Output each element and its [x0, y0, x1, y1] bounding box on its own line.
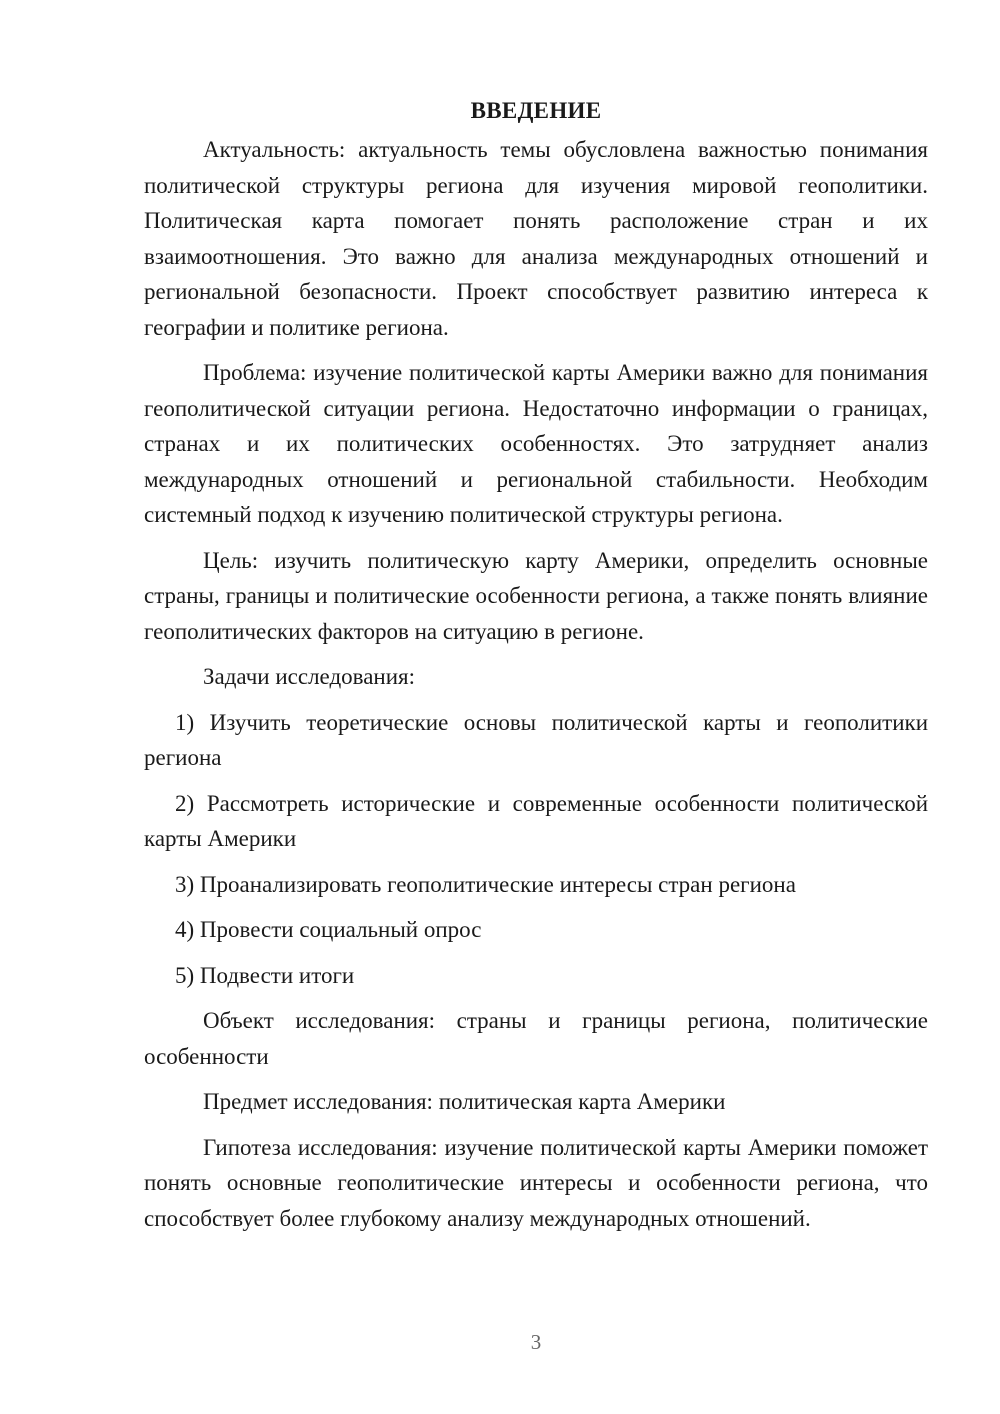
- relevance-paragraph: Актуальность: актуальность темы обусловлена важностью понимания политической структуры региона для изучения мировой геополитики. Политическая карта помогает понять расположение стран и их взаимоотношения. Это важно для анализа международных отношений и региональной безопасности. Проект способствует развитию интереса к географии и политике региона.: [144, 137, 928, 340]
- task-item-2: 2) Рассмотреть исторические и современные особенности политической карты Америки: [144, 790, 928, 851]
- object-paragraph: Объект исследования: страны и границы региона, политические особенности: [144, 1008, 928, 1069]
- tasks-heading: Задачи исследования:: [203, 664, 416, 689]
- document-page: [144, 93, 928, 1236]
- subject-paragraph: Предмет исследования: политическая карта Америки: [203, 1089, 726, 1114]
- task-item-1: 1) Изучить теоретические основы политической карты и геополитики региона: [144, 709, 928, 770]
- goal-paragraph: Цель: изучить политическую карту Америки, определить основные страны, границы и политические особенности региона, а также понять влияние геополитических факторов на ситуацию в регионе.: [144, 547, 928, 644]
- page-number: 3: [530, 1330, 542, 1354]
- task-item-5: 5) Подвести итоги: [175, 962, 355, 988]
- task-item-4: 4) Провести социальный опрос: [175, 917, 482, 942]
- task-item-3: 3) Проанализировать геополитические интересы стран региона: [175, 871, 796, 897]
- hypothesis-paragraph: Гипотеза исследования: изучение политической карты Америки поможет понять основные геополитические интересы и особенности региона, что способствует более глубокому анализу международных отношений.: [144, 1134, 928, 1231]
- page-title: ВВЕДЕНИЕ: [470, 98, 602, 123]
- problem-paragraph: Проблема: изучение политической карты Америки важно для понимания геополитической ситуации региона. Недостаточно информации о границах, странах и их политических особенностях. Это затрудняет анализ международных отношений и региональной стабильности. Необходим системный подход к изучению политической структуры региона.: [144, 360, 928, 527]
